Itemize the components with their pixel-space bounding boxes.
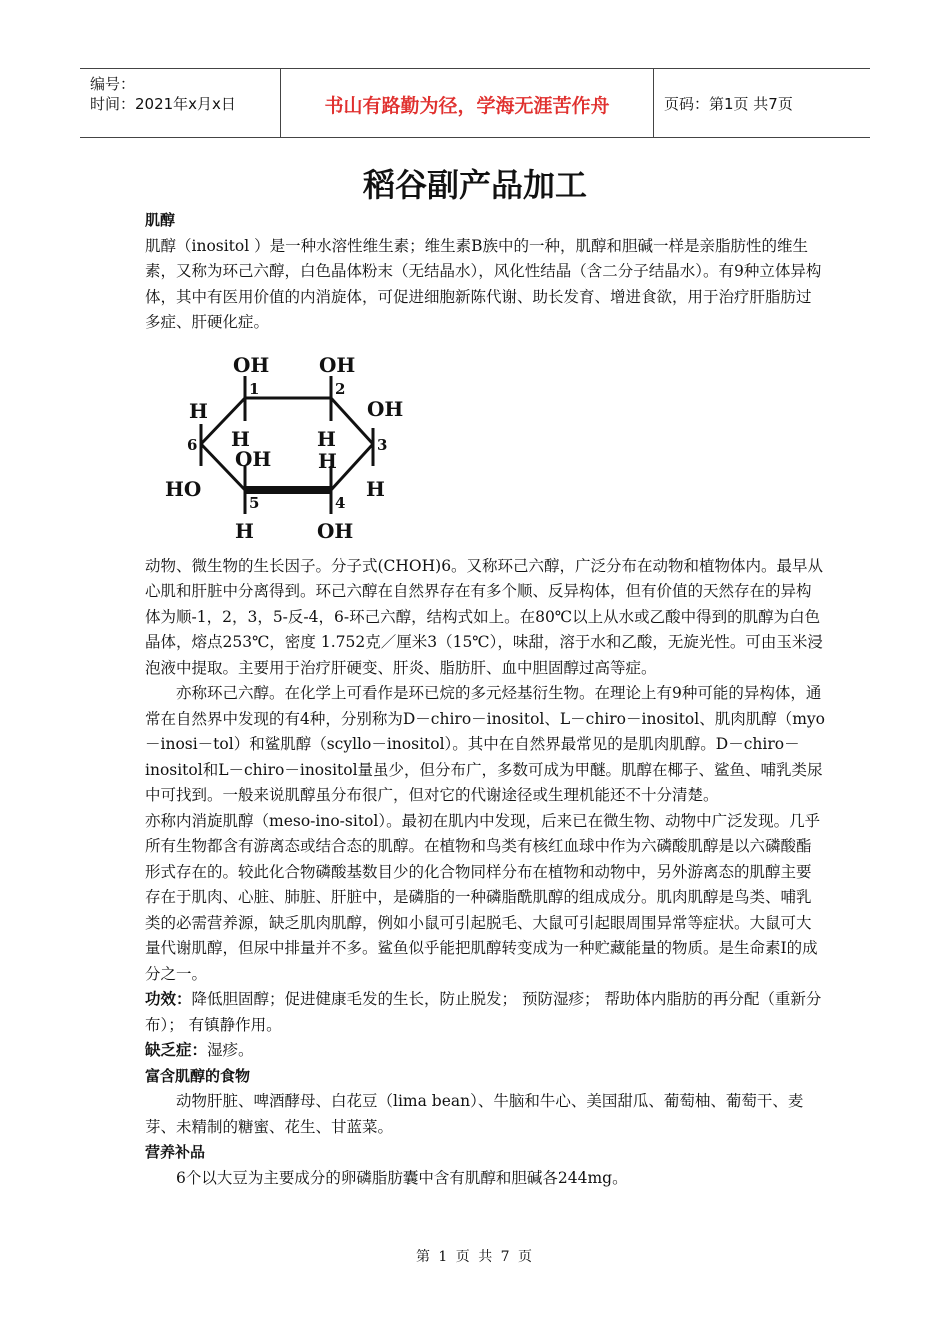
paragraph-intro: 肌醇（inositol ）是一种水溶性维生素；维生素B族中的一种，肌醇和胆碱一样是亲脂肪性的维生素，又称为环己六醇，白色晶体粉末（无结晶水），风化性结晶（含二分子结晶水）。有9种立体异构体，其中有医用价值的内消旋体，可促进细胞新陈代谢、助长发育、增进食欲，用于治疗肝脂肪过多症、肝硬化症。 [145, 236, 822, 331]
h-label-3: H [366, 476, 385, 501]
header-page-info: 页码：第1页 共7页 [664, 95, 793, 113]
ho-label-6: HO [165, 476, 202, 501]
document-number: 编号： [90, 75, 136, 93]
position-5: 5 [249, 493, 260, 512]
effects-text: 降低胆固醇；促进健康毛发的生长，防止脱发； 预防湿疹； 帮助体内脂肪的再分配（重新分布）； 有镇静作用。 [145, 990, 822, 1034]
header-page-cell [654, 69, 870, 137]
h-label-6: H [189, 398, 208, 423]
position-1: 1 [249, 379, 260, 398]
h-label-5: H [235, 518, 254, 543]
paragraph-deficiency [145, 1038, 825, 1064]
h-label-1: H [231, 426, 250, 451]
h-label-2: H [317, 426, 336, 451]
header-meta-cell [80, 69, 281, 137]
section-heading-supplements: 营养补品 [145, 1143, 206, 1161]
position-2: 2 [335, 379, 346, 398]
paragraph-meso-inositol: 亦称内消旋肌醇（meso-ino-sitol）。最初在肌内中发现，后来已在微生物、动物中广泛发现。几乎所有生物都含有游离态或结合态的肌醇。在植物和鸟类有核红血球中作为六磷酸肌醇是以六磷酸酯形式存在的。较此化合物磷酸基数目少的化合物同样分布在植物和动物中，另外游离态的肌醇主要存在于肌肉、心脏、肺脏、肝脏中，是磷脂的一种磷脂酰肌醇的组成成分。肌肉肌醇是鸟类、哺乳类的必需营养源，缺乏肌肉肌醇，例如小鼠可引起脱毛、大鼠可引起眼周围异常等症状。大鼠可大量代谢肌醇，但尿中排量并不多。鲨鱼似乎能把肌醇转变成为一种贮藏能量的物质。是生命素I的成分之一。 [145, 811, 821, 983]
paragraph-growth-factor: 动物、微生物的生长因子。分子式(CHOH)6。又称环己六醇，广泛分布在动物和植物体内。最早从心肌和肝脏中分离得到。环己六醇在自然界存在有多个顺、反异构体，但有价值的天然存在的异构体为顺-1，2，3，5-反-4，6-环己六醇，结构式如上。在80℃以上从水或乙酸中得到的肌醇为白色晶体，熔点253℃，密度 1.752克／厘米3（15℃），味甜，溶于水和乙酸，无旋光性。可由玉米浸泡液中提取。主要用于治疗肝硬变、肝炎、脂肪肝、血中胆固醇过高等症。 [145, 556, 824, 677]
header-motto-cell [281, 69, 654, 137]
header-motto: 书山有路勤为径，学海无涯苦作舟 [324, 95, 610, 117]
position-3: 3 [377, 435, 388, 454]
page-footer: 第 1 页 共 7 页 [415, 1249, 535, 1265]
deficiency-label: 缺乏症： [145, 1041, 208, 1059]
paragraph-foods: 动物肝脏、啤酒酵母、白花豆（lima bean）、牛脑和牛心、美国甜瓜、葡萄柚、葡萄干、麦芽、未精制的糖蜜、花生、甘蓝菜。 [145, 1092, 804, 1136]
paragraph-supplements: 6个以大豆为主要成分的卵磷脂肪囊中含有肌醇和胆碱各244mg。 [176, 1168, 628, 1187]
section-heading-foods: 富含肌醇的食物 [145, 1066, 251, 1085]
position-4: 4 [335, 493, 346, 512]
oh-label-3: OH [367, 396, 404, 421]
h-label-4-top: H [318, 448, 337, 473]
oh-label-4: OH [317, 518, 354, 543]
oh-label-5: OH [235, 446, 272, 471]
position-6: 6 [187, 435, 198, 454]
document-time: 时间：2021年x月x日 [90, 95, 236, 113]
page-header [80, 68, 870, 138]
effects-label: 功效： [145, 990, 192, 1008]
deficiency-text: 湿疹。 [207, 1041, 254, 1059]
document-title: 稻谷副产品加工 [362, 166, 587, 204]
inositol-structure-diagram [163, 346, 423, 546]
oh-label-2: OH [319, 352, 356, 377]
paragraph-isomers: 亦称环己六醇。在化学上可看作是环已烷的多元烃基衍生物。在理论上有9种可能的异构体，通常在自然界中发现的有4种，分别称为D－chiro－inositol、L－chiro－inositol、肌肉肌醇（myo－inosi－tol）和鲨肌醇（scyllo－inositol）。其中在自然界最常见的是肌肉肌醇。D－chiro－inositol和L－chiro－inositol量虽少，但分布广，多数可成为甲醚。肌醇在椰子、鲨鱼、哺乳类尿中可找到。一般来说肌醇虽分布很广，但对它的代谢途径或生理机能还不十分清楚。 [145, 684, 825, 804]
paragraph-effects [145, 987, 825, 1038]
section-heading-inositol: 肌醇 [145, 211, 176, 229]
oh-label-1: OH [233, 352, 270, 377]
document-body [145, 208, 825, 1191]
